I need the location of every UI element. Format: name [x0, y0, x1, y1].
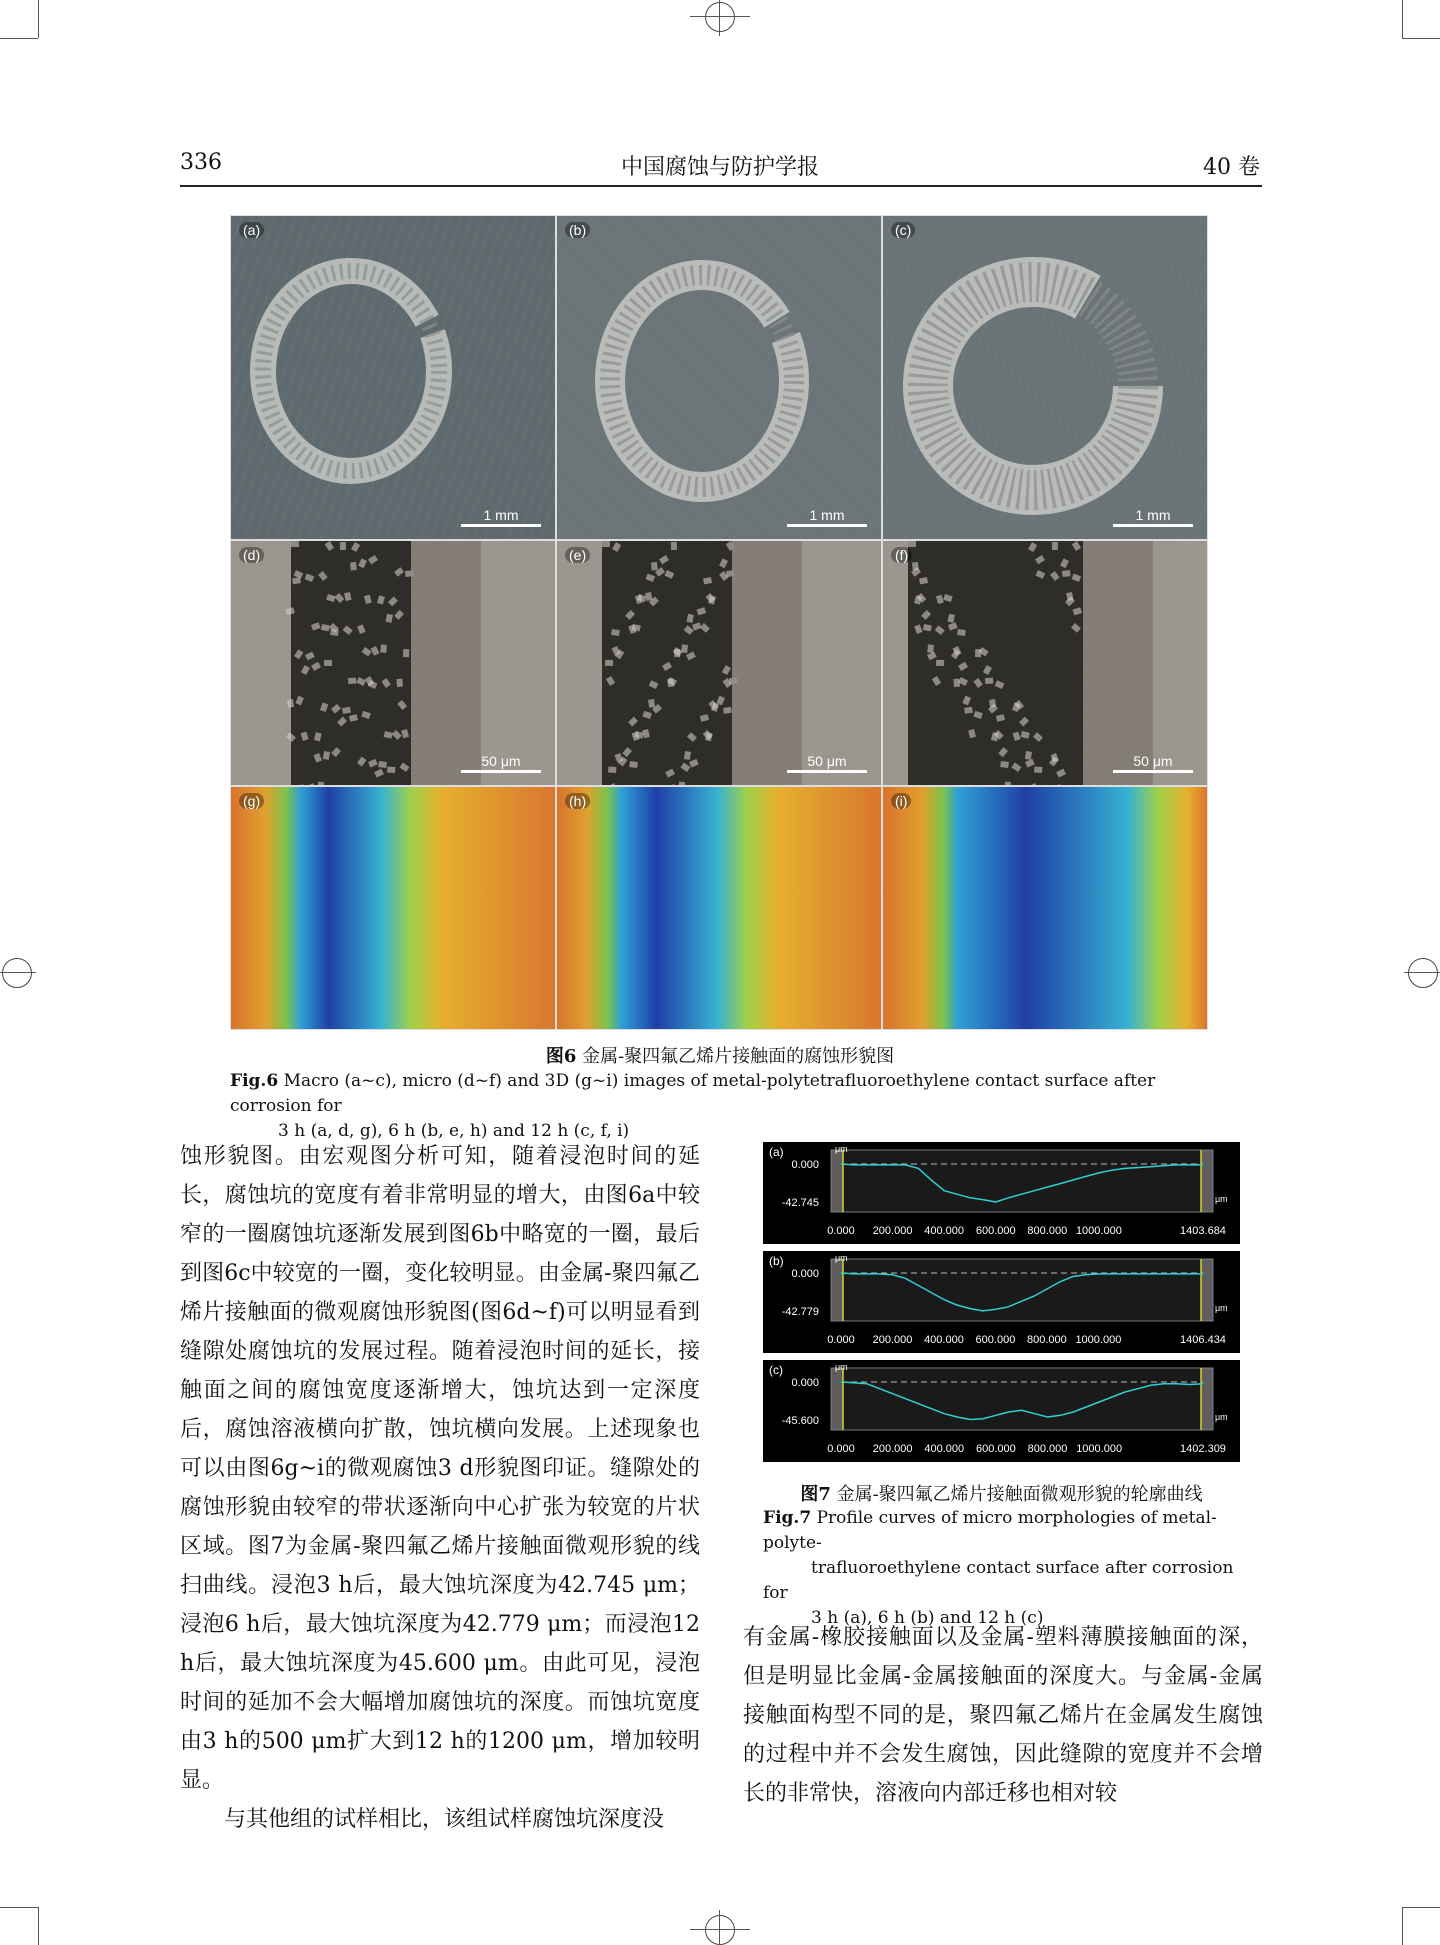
scale-bar-label: 1 mm — [1135, 507, 1171, 523]
crop-mark — [1402, 38, 1440, 39]
y-tick-top: 0.000 — [791, 1377, 819, 1389]
profile-plot-c — [763, 1360, 1240, 1462]
figure-6-panel-f — [882, 540, 1208, 786]
plot-shade-right — [1201, 1368, 1213, 1430]
plot-shade-left — [831, 1368, 843, 1430]
scale-bar — [1113, 507, 1193, 527]
paragraph: 有金属-橡胶接触面以及金属-塑料薄膜接触面的深，但是明显比金属-金属接触面的深度大。与金属-金属接触面构型不同的是，聚四氟乙烯片在金属发生腐蚀的过程中并不会发生腐蚀，因此缝隙的宽度并不会增长的非常快，溶液向内部迁移也相对较 — [743, 1625, 1263, 1806]
panel-label: (a) — [239, 222, 264, 238]
registration-mark — [719, 1910, 720, 1945]
scale-bar — [787, 507, 867, 527]
x-tick-max: 1403.684 — [1180, 1225, 1226, 1237]
paragraph: 蚀形貌图。由宏观图分析可知，随着浸泡时间的延长，腐蚀坑的宽度有着非常明显的增大，由图6a中较窄的一圈腐蚀坑逐渐发展到图6b中略宽的一圈，最后到图6c中较宽的一圈，变化较明显。由金属-聚四氟乙烯片接触面的微观腐蚀形貌图(图6d~f)可以明显看到缝隙处腐蚀坑的发展过程。随着浸泡时间的延长，接触面之间的腐蚀宽度逐渐增大，蚀坑达到一定深度后，腐蚀溶液横向扩散，蚀坑横向发展。上述现象也可以由图6g~i的微观腐蚀3 d形貌图印证。缝隙处的腐蚀形貌由较窄的带状逐渐向中心扩张为较宽的片状区域。图7为金属-聚四氟乙烯片接触面微观形貌的线扫曲线。浸泡3 h后，最大蚀坑深度为42.745 μm；浸泡6 h后，最大蚀坑深度为42.779 μm；而浸泡12 h后，最大蚀坑深度为45.600 μm。由此可见，浸泡时间的延加不会大幅增加腐蚀坑的深度。而蚀坑宽度由3 h的500 μm扩大到12 h的1200 μm，增加较明显。 — [180, 1144, 700, 1793]
plot-frame — [831, 1259, 1213, 1321]
x-unit-label: μm — [1215, 1412, 1228, 1422]
crop-mark — [0, 38, 38, 39]
scale-bar — [461, 507, 541, 527]
x-tick-max: 1406.434 — [1180, 1334, 1226, 1346]
registration-mark — [719, 0, 720, 36]
body-left-column — [180, 1137, 700, 1839]
scale-bar — [1113, 753, 1193, 773]
x-tick-label: 200.000 — [872, 1225, 913, 1237]
x-tick-label: 400.000 — [924, 1225, 965, 1237]
figure-6-panel-e — [556, 540, 882, 786]
y-tick-bottom: -42.745 — [781, 1197, 819, 1209]
paragraph: 与其他组的试样相比，该组试样腐蚀坑深度没 — [224, 1807, 665, 1832]
figure-6-panel-i — [882, 786, 1208, 1030]
plot-shade-right — [1201, 1259, 1213, 1321]
x-tick-label: 800.000 — [1027, 1443, 1068, 1455]
crop-mark — [0, 1907, 38, 1908]
y-tick-top: 0.000 — [791, 1159, 819, 1171]
y-tick-bottom: -42.779 — [781, 1306, 819, 1318]
panel-label: (i) — [891, 793, 911, 809]
scale-bar-label: 50 μm — [807, 753, 847, 769]
plot-shade-right — [1201, 1150, 1213, 1212]
page-number: 336 — [180, 150, 222, 175]
x-tick-label: 800.000 — [1027, 1334, 1067, 1346]
figure-6-caption-en: Fig.6 Macro (a~c), micro (d~f) and 3D (g~i) images of metal-polytetrafluoroethylene contact surface after corrosion for 3 h (a, d, g), 6 h (b, e, h) and 12 h (c, f, i) — [230, 1071, 1156, 1141]
registration-mark — [705, 1915, 735, 1945]
volume-number: 40 卷 — [1203, 155, 1260, 180]
x-tick-label: 0.000 — [827, 1225, 855, 1237]
figure-6-panel-b — [556, 215, 882, 540]
y-tick-bottom: -45.600 — [781, 1415, 819, 1427]
x-tick-max: 1402.309 — [1180, 1443, 1226, 1455]
x-tick-label: 400.000 — [924, 1334, 964, 1346]
x-unit-label: μm — [1215, 1194, 1228, 1204]
registration-mark — [690, 1929, 750, 1930]
figure-6-panel-d — [230, 540, 556, 786]
panel-label: (a) — [769, 1145, 784, 1159]
profile-plot-b — [763, 1251, 1240, 1353]
panel-label: (c) — [769, 1363, 783, 1377]
scale-bar-label: 1 mm — [809, 507, 845, 523]
y-unit-label: μm — [835, 1253, 848, 1263]
y-unit-label: μm — [835, 1362, 848, 1372]
x-tick-label: 600.000 — [976, 1443, 1016, 1455]
panel-label: (b) — [565, 222, 590, 238]
scale-bar — [461, 753, 541, 773]
panel-label: (f) — [891, 547, 912, 563]
crop-mark — [1402, 0, 1403, 38]
panel-label: (h) — [565, 793, 590, 809]
plot-shade-left — [831, 1259, 843, 1321]
x-tick-label: 1000.000 — [1075, 1225, 1122, 1237]
panel-label: (d) — [239, 547, 264, 563]
scale-bar-label: 50 μm — [1133, 753, 1173, 769]
body-right-column — [743, 1618, 1263, 1813]
profile-plot-a — [763, 1142, 1240, 1244]
figure-6-caption-zh: 图6 金属-聚四氟乙烯片接触面的腐蚀形貌图 — [545, 1046, 895, 1067]
x-tick-label: 800.000 — [1027, 1225, 1068, 1237]
registration-mark — [0, 972, 36, 973]
scale-bar-label: 1 mm — [483, 507, 519, 523]
figure-6-panel-c — [882, 215, 1208, 540]
panel-label: (b) — [769, 1254, 784, 1268]
x-tick-label: 400.000 — [924, 1443, 965, 1455]
x-tick-label: 0.000 — [827, 1443, 855, 1455]
x-tick-label: 600.000 — [975, 1334, 1016, 1346]
panel-label: (g) — [239, 793, 264, 809]
figure-6-panel-a — [230, 215, 556, 540]
x-tick-label: 600.000 — [975, 1225, 1016, 1237]
crop-mark — [1402, 1907, 1440, 1908]
plot-shade-left — [831, 1150, 843, 1212]
x-tick-label: 1000.000 — [1076, 1443, 1123, 1455]
x-tick-label: 200.000 — [872, 1334, 913, 1346]
x-tick-label: 0.000 — [827, 1334, 855, 1346]
registration-mark — [2, 958, 32, 988]
figure-7-caption-en: Fig.7 Profile curves of micro morphologies of metal-polyte- trafluoroethylene contact surface after corrosion for 3 h (a), 6 h (b) and 12 h (c) — [763, 1508, 1234, 1628]
figure-7-caption-zh: 图7 金属-聚四氟乙烯片接触面微观形貌的轮廓曲线 — [800, 1484, 1203, 1505]
y-unit-label: μm — [835, 1144, 848, 1154]
x-tick-label: 200.000 — [872, 1443, 913, 1455]
figure-6-panel-g — [230, 786, 556, 1030]
y-tick-top: 0.000 — [791, 1268, 819, 1280]
plot-frame — [831, 1150, 1213, 1212]
figure-6-panel-h — [556, 786, 882, 1030]
scale-bar-label: 50 μm — [481, 753, 521, 769]
header-rule — [180, 185, 1262, 187]
registration-mark — [705, 2, 735, 32]
registration-mark — [1408, 958, 1438, 988]
registration-mark — [690, 16, 750, 17]
panel-label: (e) — [565, 547, 590, 563]
x-tick-label: 1000.000 — [1075, 1334, 1122, 1346]
journal-title: 中国腐蚀与防护学报 — [620, 155, 819, 180]
panel-label: (c) — [891, 222, 915, 238]
scale-bar — [787, 753, 867, 773]
plot-frame — [831, 1368, 1213, 1430]
x-unit-label: μm — [1215, 1303, 1228, 1313]
crop-mark — [38, 1907, 39, 1945]
crop-mark — [38, 0, 39, 38]
crop-mark — [1402, 1907, 1403, 1945]
registration-mark — [1404, 972, 1440, 973]
